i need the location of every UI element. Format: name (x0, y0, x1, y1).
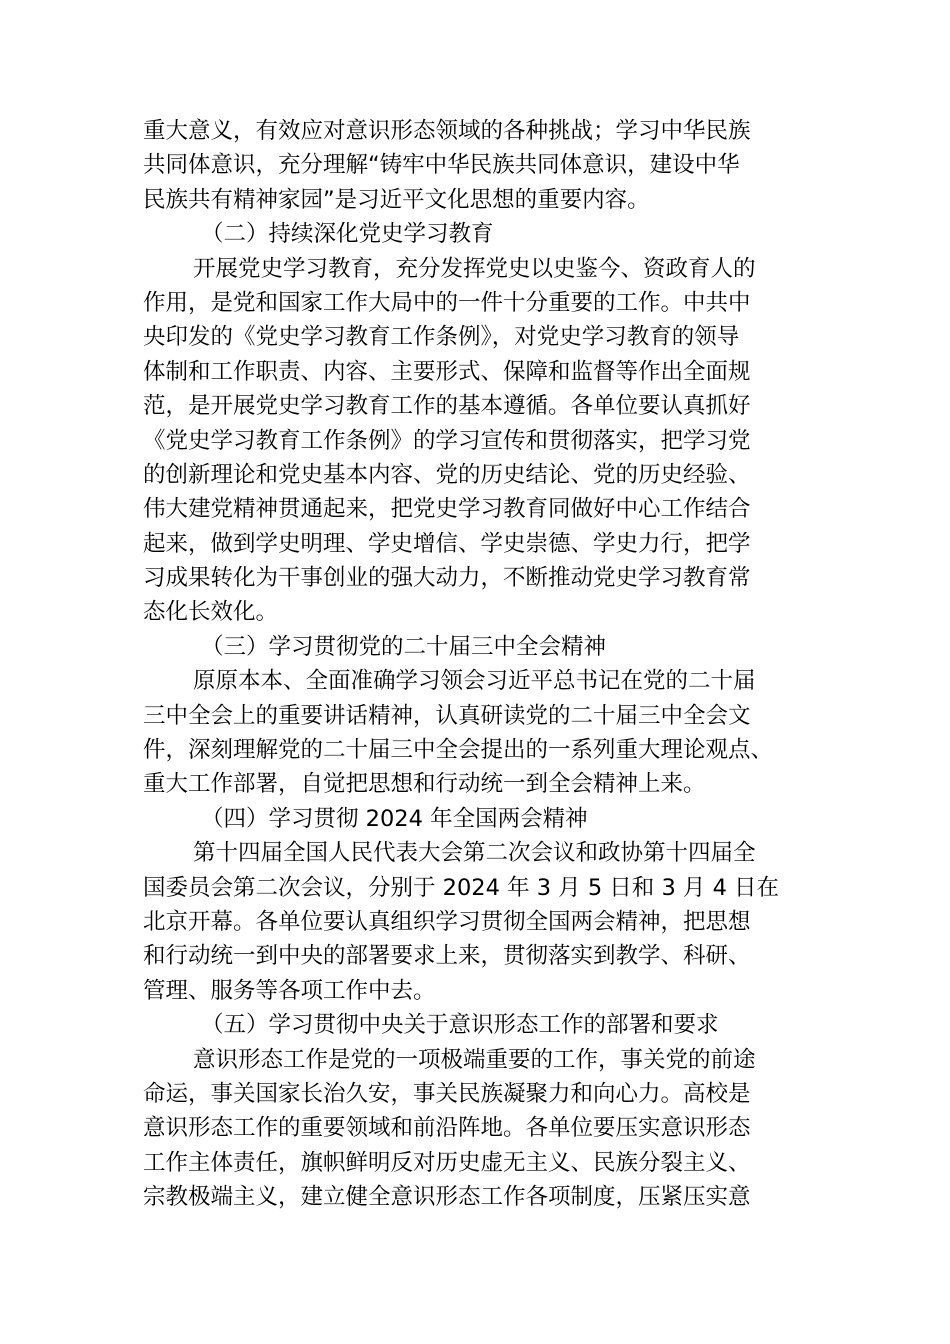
text-line: 重大意义，有效应对意识形态领域的各种挑战；学习中华民族 (143, 118, 751, 144)
text-line: 和行动统一到中央的部署要求上来，贯彻落实到教学、科研、 (143, 943, 751, 970)
text-line: 件，深刻理解党的二十届三中全会提出的一系列重大理论观点、 (143, 737, 774, 764)
text-line: 重大工作部署，自觉把思想和行动统一到全会精神上来。 (143, 771, 706, 798)
text-line: 管理、服务等各项工作中去。 (143, 977, 436, 1004)
section-heading: （三）学习贯彻党的二十届三中全会精神 (201, 633, 607, 660)
text-line: 工作主体责任，旗帜鲜明反对历史虚无主义、民族分裂主义、 (143, 1149, 751, 1176)
text-line: 命运，事关国家长治久安，事关民族凝聚力和向心力。高校是 (143, 1080, 751, 1107)
text-line: 宗教极端主义，建立健全意识形态工作各项制度，压紧压实意 (143, 1184, 751, 1211)
text-line: 民族共有精神家园”是习近平文化思想的重要内容。 (143, 186, 650, 213)
section-heading: （二）持续深化党史学习教育 (201, 221, 494, 248)
text-line: 北京开幕。各单位要认真组织学习贯彻全国两会精神，把思想 (143, 908, 751, 935)
text-line: 范，是开展党史学习教育工作的基本遵循。各单位要认真抓好 (143, 393, 751, 420)
text-line: 伟大建党精神贯通起来，把党史学习教育同做好中心工作结合 (143, 496, 751, 523)
paragraph-first-line: 意识形态工作是党的一项极端重要的工作，事关党的前途 (193, 1046, 756, 1073)
text-line: 共同体意识，充分理解“铸牢中华民族共同体意识，建设中华 (143, 152, 740, 179)
section-heading: （五）学习贯彻中央关于意识形态工作的部署和要求 (201, 1012, 719, 1039)
text-line: 体制和工作职责、内容、主要形式、保障和监督等作出全面规 (143, 358, 751, 385)
section-heading: （四）学习贯彻 2024 年全国两会精神 (201, 805, 588, 832)
text-line: 习成果转化为干事创业的强大动力，不断推动党史学习教育常 (143, 565, 751, 592)
text-line: 起来，做到学史明理、学史增信、学史崇德、学史力行，把学 (143, 530, 751, 557)
paragraph-first-line: 开展党史学习教育，充分发挥党史以史鉴今、资政育人的 (193, 255, 756, 282)
document-body (143, 114, 843, 1215)
text-line: 国委员会第二次会议，分别于 2024 年 3 月 5 日和 3 月 4 日在 (143, 874, 780, 901)
text-line: 态化长效化。 (143, 599, 279, 626)
text-line: 《党史学习教育工作条例》的学习宣传和贯彻落实，把学习党 (143, 427, 751, 454)
text-line: 意识形态工作的重要领域和前沿阵地。各单位要压实意识形态 (143, 1115, 751, 1142)
text-line: 作用，是党和国家工作大局中的一件十分重要的工作。中共中 (143, 289, 751, 316)
text-line: 央印发的《党史学习教育工作条例》，对党史学习教育的领导 (143, 324, 740, 351)
text-line: 三中全会上的重要讲话精神，认真研读党的二十届三中全会文 (143, 702, 751, 729)
paragraph-first-line: 原原本本、全面准确学习领会习近平总书记在党的二十届 (193, 668, 756, 695)
text-line: 的创新理论和党史基本内容、党的历史结论、党的历史经验、 (143, 461, 751, 488)
paragraph-first-line: 第十四届全国人民代表大会第二次会议和政协第十四届全 (193, 840, 756, 867)
